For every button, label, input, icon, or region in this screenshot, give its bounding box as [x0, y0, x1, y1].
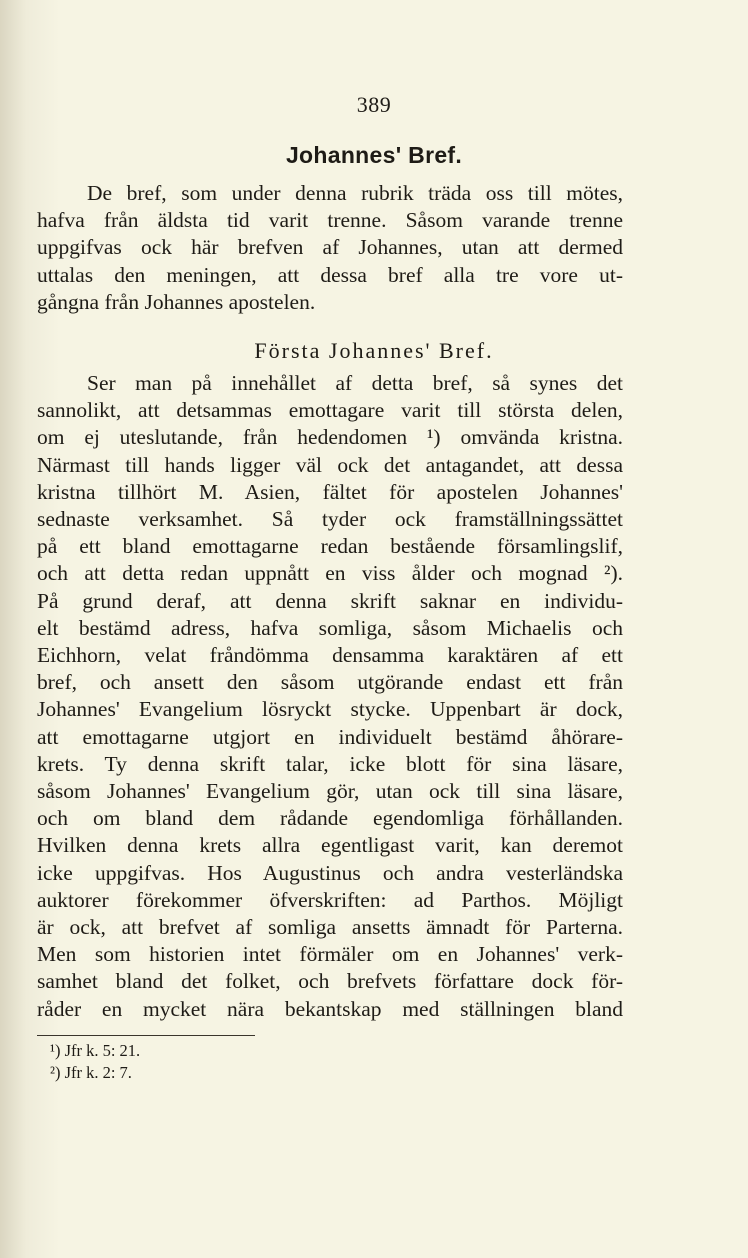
text-line: samhet bland det folket, och brefvets författare dock för- — [37, 969, 623, 994]
text-line: Men som historien intet förmäler om en Johannes' verk- — [37, 942, 623, 967]
text-line: Närmast till hands ligger väl ock det antagandet, att dessa — [37, 452, 623, 477]
text-line: Johannes' Evangelium lösryckt stycke. Uppenbart är dock, — [37, 697, 623, 722]
section-title: Första Johannes' Bref. — [254, 338, 494, 363]
text-line: Hvilken denna krets allra egentligast varit, kan deremot — [37, 833, 623, 858]
text-line: om ej uteslutande, från hedendomen ¹) omvända kristna. — [37, 425, 623, 450]
text-line: och om bland dem rådande egendomliga förhållanden. — [37, 806, 623, 831]
text-line: på ett bland emottagarne redan bestående församlingslif, — [37, 534, 623, 559]
text-line: gångna från Johannes apostelen. — [37, 289, 316, 314]
text-line: auktorer förekommer öfverskriften: ad Parthos. Möjligt — [37, 887, 623, 912]
text-line: Eichhorn, velat fråndömma densamma karaktären af ett — [37, 643, 623, 668]
text-line: är ock, att brefvet af somliga ansetts ämnadt för Parterna. — [37, 915, 623, 940]
text-line: De bref, som under denna rubrik träda oss till mötes, — [87, 181, 623, 205]
text-line: hafva från äldsta tid varit trenne. Såsom varande trenne — [37, 208, 623, 233]
intro-paragraph — [37, 180, 623, 316]
main-paragraph — [37, 370, 623, 1023]
text-line: sednaste verksamhet. Så tyder ock framställningssättet — [37, 507, 623, 532]
page-number: 389 — [356, 92, 392, 117]
text-line: uppgifvas ock här brefven af Johannes, utan att dermed — [37, 235, 623, 260]
footnote: ¹) Jfr k. 5: 21. — [50, 1041, 141, 1060]
text-line: krets. Ty denna skrift talar, icke blott för sina läsare, — [37, 751, 623, 776]
text-line: att emottagarne utgjort en individuelt bestämd åhörare- — [37, 724, 623, 749]
text-line: sannolikt, att detsammas emottagare varit till största delen, — [37, 398, 623, 423]
text-line: kristna tillhört M. Asien, fältet för apostelen Johannes' — [37, 479, 623, 504]
text-line: Ser man på innehållet af detta bref, så synes det — [87, 371, 623, 395]
footnotes — [50, 1040, 140, 1084]
text-line: På grund deraf, att denna skrift saknar en individu- — [37, 588, 623, 613]
text-line: och att detta redan uppnått en viss ålder och mognad ²). — [37, 561, 623, 586]
chapter-title: Johannes' Bref. — [285, 142, 463, 168]
text-line: bref, och ansett den såsom utgörande endast ett från — [37, 670, 623, 695]
footnote-divider — [37, 1035, 255, 1036]
footnote: ²) Jfr k. 2: 7. — [50, 1063, 132, 1082]
text-line: uttalas den meningen, att dessa bref alla tre vore ut- — [37, 262, 623, 287]
text-line: elt bestämd adress, hafva somliga, såsom Michaelis och — [37, 615, 623, 640]
text-line: råder en mycket nära bekantskap med ställningen bland — [37, 996, 623, 1021]
text-line: såsom Johannes' Evangelium gör, utan ock till sina läsare, — [37, 779, 623, 804]
text-line: icke uppgifvas. Hos Augustinus och andra vesterländska — [37, 860, 623, 885]
